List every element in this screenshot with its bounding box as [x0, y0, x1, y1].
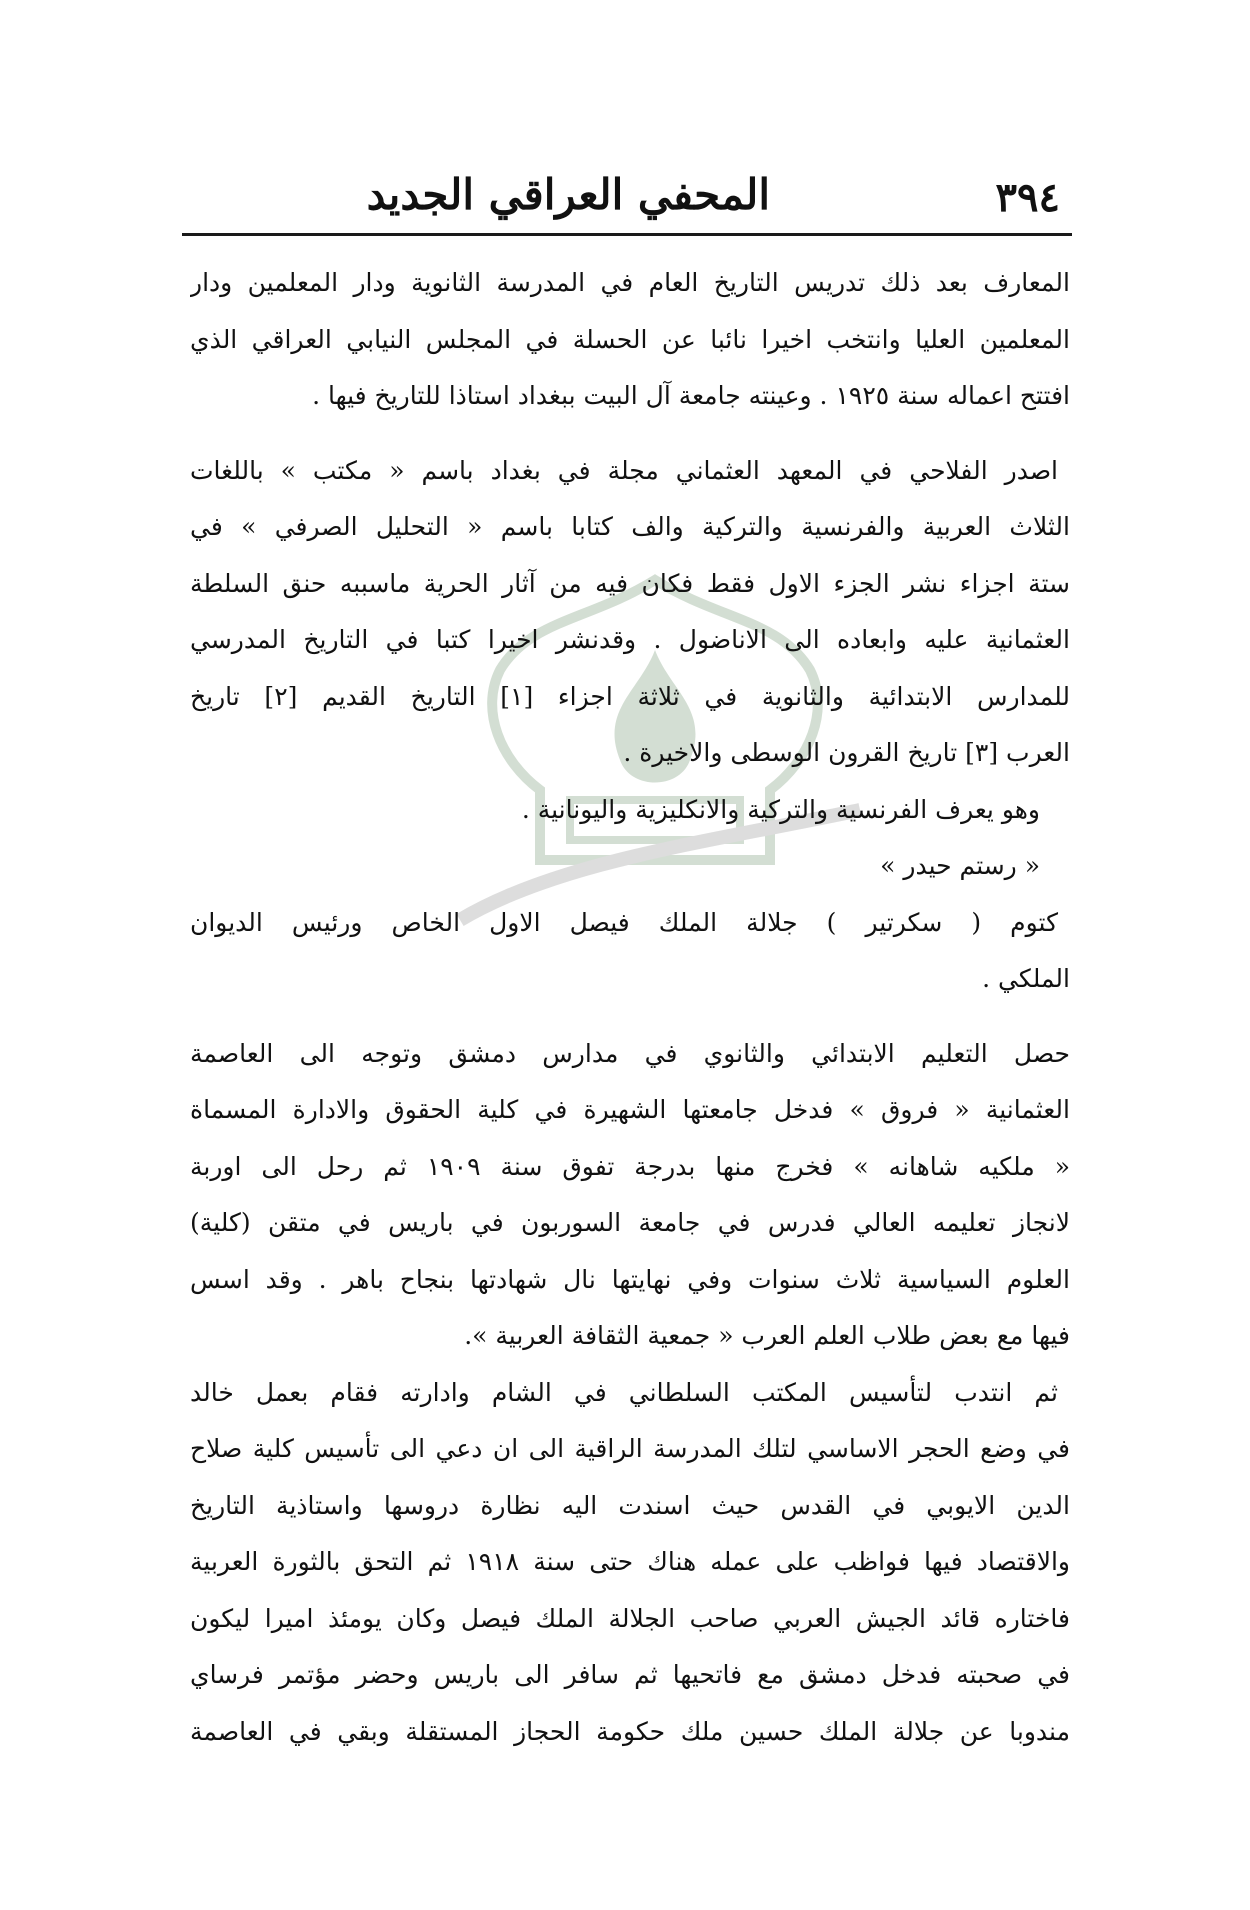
running-title: المحفي العراقي الجديد: [366, 170, 770, 219]
text-line: ستة اجزاء نشر الجزء الاول فقط فكان فيه من آثار الحرية ماسببه حنق السلطة: [190, 568, 1070, 598]
text-line: كتوم ( سكرتير ) جلالة الملك فيصل الاول الخاص ورئيس الديوان: [190, 907, 1058, 937]
paragraph-4: [190, 895, 1070, 1008]
text-line: الملكي .: [982, 964, 1070, 993]
text-line: ثم انتدب لتأسيس المكتب السلطاني في الشام وادارته فقام بعمل خالد: [190, 1377, 1058, 1407]
text-line: الثلاث العربية والفرنسية والتركية والف كتابا باسم « التحليل الصرفي » في: [190, 512, 1070, 541]
paragraph-5: [190, 1026, 1070, 1365]
text-line: « ملكيه شاهانه » فخرج منها بدرجة تفوق سنة ١٩٠٩ ثم رحل الى اوربة: [190, 1151, 1070, 1181]
text-line: افتتح اعماله سنة ١٩٢٥ . وعينته جامعة آل البيت ببغداد استاذا للتاريخ فيها .: [312, 381, 1070, 410]
paragraph-1: [190, 255, 1070, 425]
text-line: في وضع الحجر الاساسي لتلك المدرسة الراقية الى ان دعي الى تأسيس كلية صلاح: [190, 1434, 1070, 1463]
page-header: [180, 160, 1070, 230]
text-line: المعارف بعد ذلك تدريس التاريخ العام في المدرسة الثانوية ودار المعلمين ودار: [190, 268, 1070, 297]
text-line: الدين الايوبي في القدس حيث اسندت اليه نظارة دروسها واستاذية التاريخ: [190, 1490, 1070, 1520]
text-line: العرب [٣] تاريخ القرون الوسطى والاخيرة .: [623, 738, 1070, 767]
text-line: لانجاز تعليمه العالي فدرس في جامعة السوربون في باريس في متقن (كلية): [190, 1208, 1070, 1237]
text-line: العلوم السياسية ثلاث سنوات وفي نهايتها نال شهادتها بنجاح باهر . وقد اسس: [190, 1264, 1070, 1294]
text-line: فيها مع بعض طلاب العلم العرب « جمعية الثقافة العربية ».: [464, 1321, 1070, 1350]
name-heading: « رستم حيدر »: [880, 851, 1040, 880]
text-line: والاقتصاد فيها فواظب على عمله هناك حتى سنة ١٩١٨ ثم التحق بالثورة العربية: [190, 1547, 1070, 1576]
paragraph-6: [190, 1365, 1070, 1761]
page-number: ٣٩٤: [995, 174, 1060, 221]
text-line: للمدارس الابتدائية والثانوية في ثلاثة اجزاء [١] التاريخ القديم [٢] تاريخ: [190, 681, 1070, 711]
text-line: في صحبته فدخل دمشق مع فاتحيها ثم سافر الى باريس وحضر مؤتمر فرساي: [190, 1660, 1070, 1689]
text-line: فاختاره قائد الجيش العربي صاحب الجلالة الملك فيصل وكان يومئذ اميرا ليكون: [190, 1603, 1070, 1633]
header-rule: [182, 233, 1072, 236]
text-line: حصل التعليم الابتدائي والثانوي في مدارس دمشق وتوجه الى العاصمة: [190, 1038, 1070, 1068]
text-line: العثمانية عليه وابعاده الى الاناضول . وقدنشر اخيرا كتبا في التاريخ المدرسي: [190, 625, 1070, 654]
paragraph-3: وهو يعرف الفرنسية والتركية والانكليزية واليونانية .: [521, 794, 1040, 824]
text-line: مندوبا عن جلالة الملك حسين ملك حكومة الحجاز المستقلة وبقي في العاصمة: [190, 1716, 1070, 1746]
text-line: العثمانية « فروق » فدخل جامعتها الشهيرة في كلية الحقوق والادارة المسماة: [190, 1095, 1070, 1124]
text-line: اصدر الفلاحي في المعهد العثماني مجلة في بغداد باسم « مكتب » باللغات: [190, 455, 1058, 485]
text-line: المعلمين العليا وانتخب اخيرا نائبا عن الحسلة في المجلس النيابي العراقي الذي: [190, 324, 1070, 354]
paragraph-2: [190, 443, 1070, 782]
article-body: [190, 255, 1070, 1760]
